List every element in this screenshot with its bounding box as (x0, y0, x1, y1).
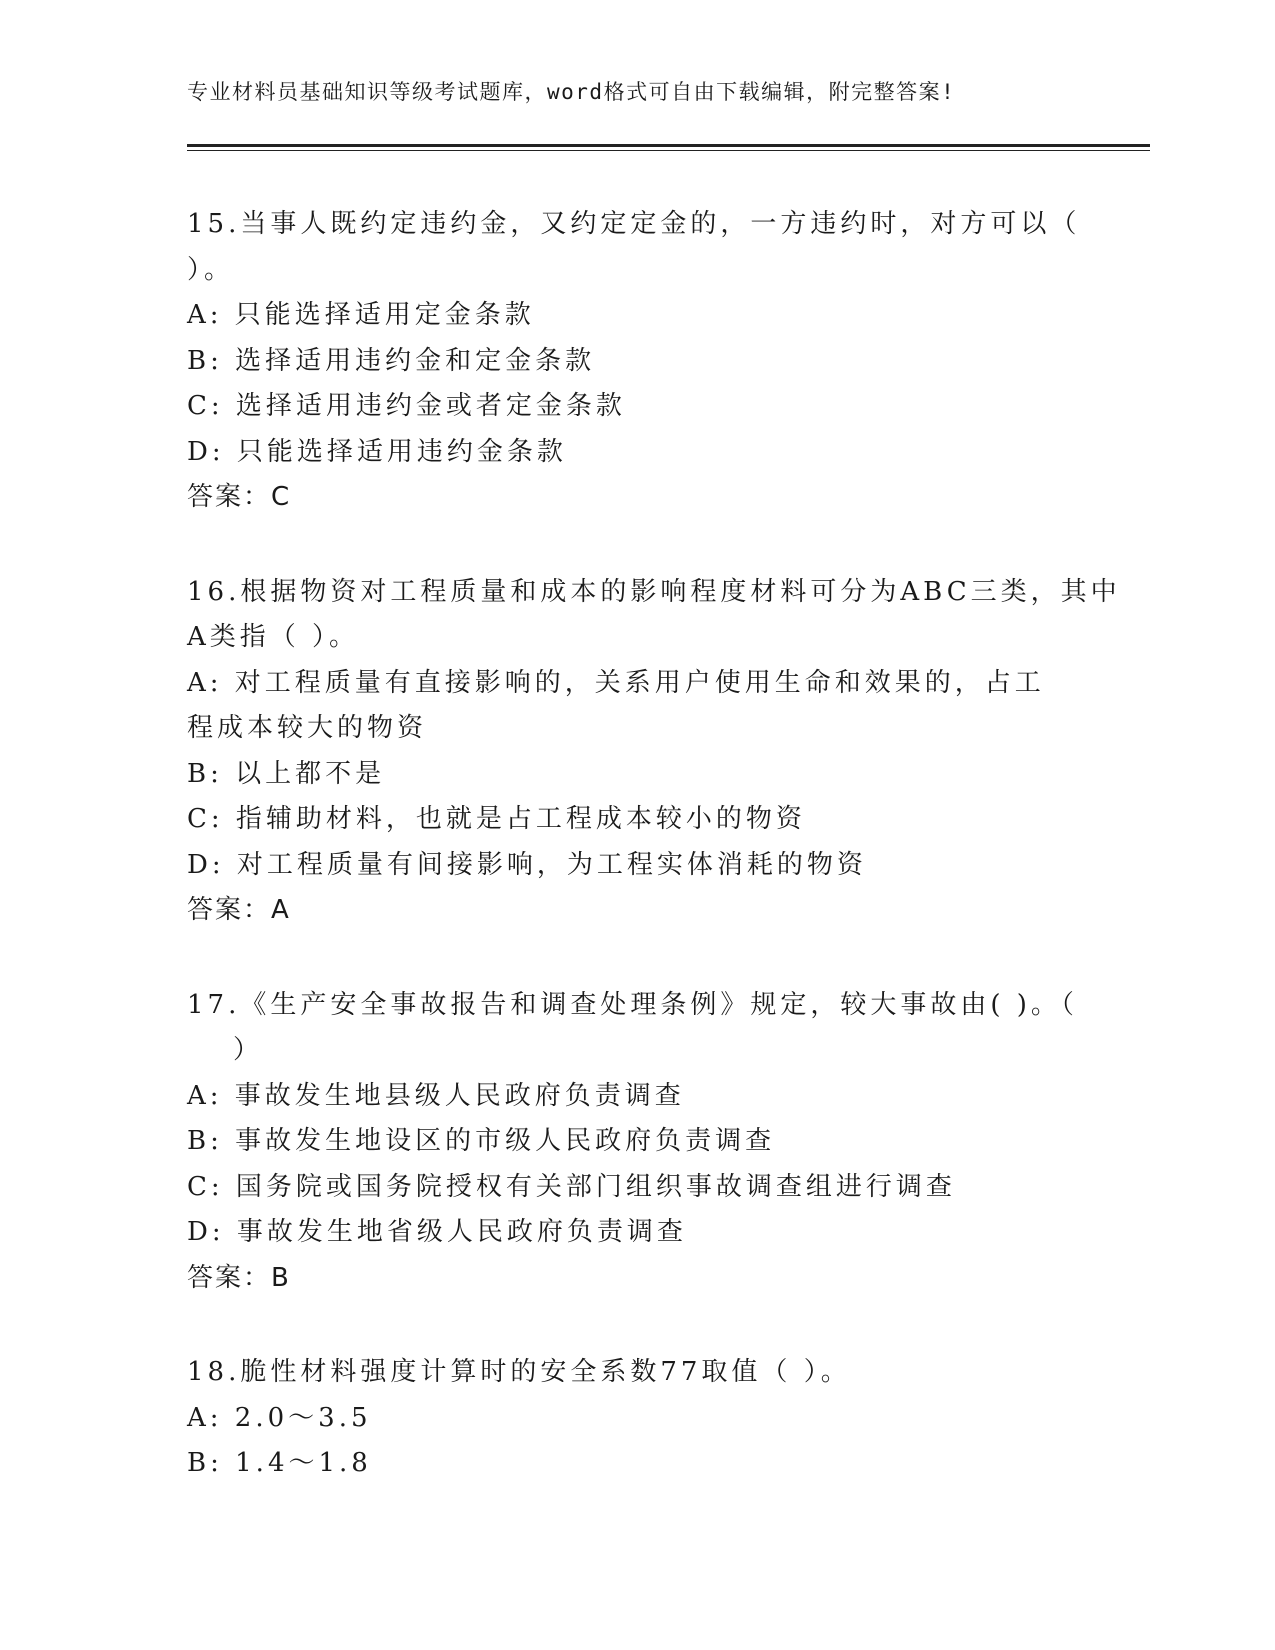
answer-label: 答案：C (187, 482, 292, 512)
header-divider-thin (187, 150, 1150, 151)
option-c: C: 指辅助材料，也就是占工程成本较小的物资 (187, 804, 806, 834)
option-d: D: 事故发生地省级人民政府负责调查 (187, 1217, 687, 1247)
question-15 (187, 202, 1087, 521)
question-17 (187, 983, 1087, 1302)
option-b: B: 事故发生地设区的市级人民政府负责调查 (187, 1126, 776, 1156)
question-stem: 15.当事人既约定违约金，又约定定金的，一方违约时，对方可以（ (187, 209, 1081, 239)
page-header: 专业材料员基础知识等级考试题库，word格式可自由下载编辑，附完整答案! (187, 80, 956, 104)
option-b: B: 1.4～1.8 (187, 1448, 372, 1478)
option-b: B: 选择适用违约金和定金条款 (187, 345, 596, 376)
option-b: B: 以上都不是 (187, 758, 386, 789)
question-stem: 16.根据物资对工程质量和成本的影响程度材料可分为ABC三类，其中 (187, 576, 1121, 607)
option-a: A: 对工程质量有直接影响的，关系用户使用生命和效果的，占工程成本较大的物资 (187, 667, 1045, 743)
answer-label: 答案：B (187, 1262, 291, 1293)
option-c: C: 选择适用违约金或者定金条款 (187, 391, 626, 421)
option-a: A: 2.0～3.5 (187, 1402, 372, 1433)
option-d: D: 对工程质量有间接影响，为工程实体消耗的物资 (187, 849, 867, 880)
question-stem: 17.《生产安全事故报告和调查处理条例》规定，较大事故由( )。（ (187, 989, 1078, 1020)
answer-label: 答案：A (187, 895, 291, 925)
question-stem-continuation: A类指（ ）。 (187, 622, 360, 652)
option-c: C: 国务院或国务院授权有关部门组织事故调查组进行调查 (187, 1171, 956, 1202)
question-stem-continuation: ）。 (187, 254, 235, 285)
question-list (187, 202, 1121, 1536)
header-divider-thick (187, 144, 1150, 147)
option-d: D: 只能选择适用违约金条款 (187, 436, 567, 467)
question-stem-continuation: ） (233, 1035, 264, 1065)
question-18 (187, 1350, 1087, 1487)
option-a: A: 事故发生地县级人民政府负责调查 (187, 1080, 685, 1111)
option-a: A: 只能选择适用定金条款 (187, 300, 535, 330)
question-stem: 18.脆性材料强度计算时的安全系数77取值（ ）。 (187, 1357, 851, 1387)
question-16 (187, 570, 1121, 934)
